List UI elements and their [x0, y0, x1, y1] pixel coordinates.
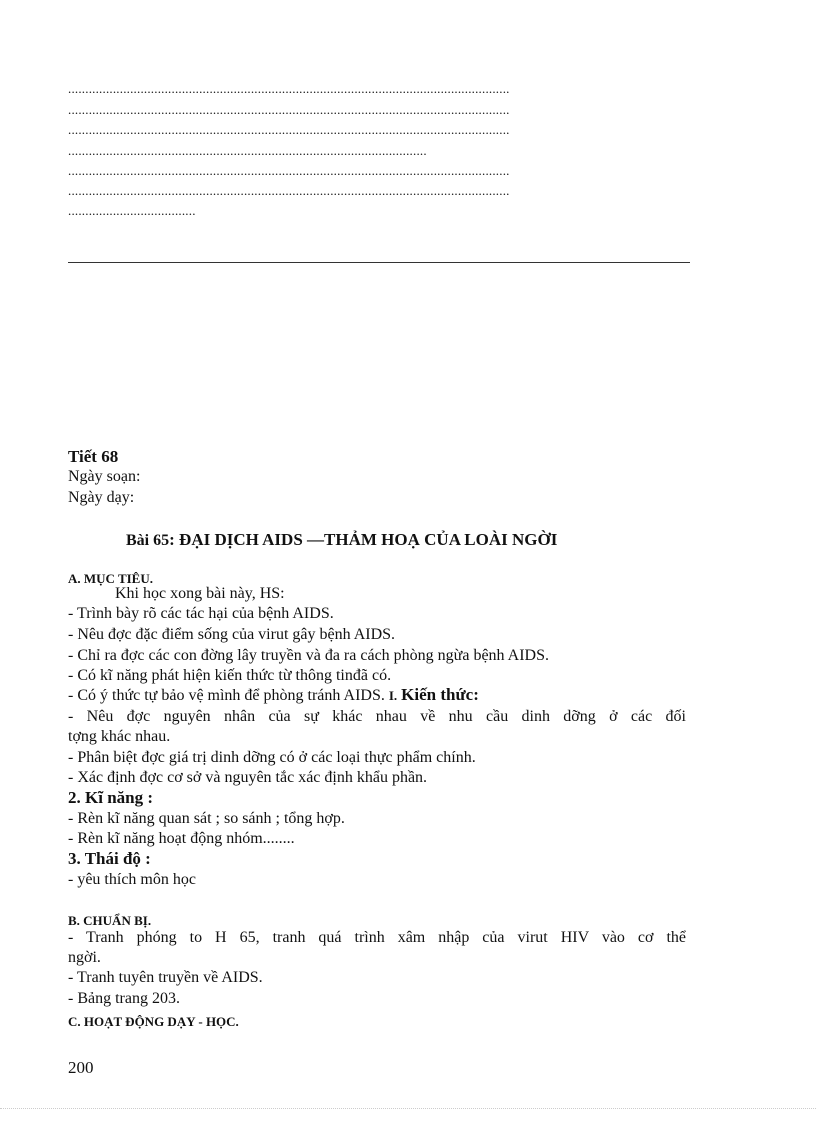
objective-item [68, 685, 479, 706]
attitude-heading: 3. Thái độ : [68, 849, 151, 868]
objective-item-text: - Có ý thức tự bảo vệ mình để phòng tránh AIDS. [68, 687, 385, 704]
preparation-item: - Tranh tuyên truyền về AIDS. [68, 969, 263, 986]
attitude-item: - yêu thích môn học [68, 871, 196, 888]
blank-line: ................................................................................................................................ [68, 123, 510, 137]
horizontal-divider [68, 262, 690, 263]
blank-line: ..................................... [68, 204, 196, 218]
blank-line: ................................................................................................................................ [68, 82, 510, 96]
objective-item: - Chỉ ra đợc các con đờng lây truyền và đa ra cách phòng ngừa bệnh AIDS. [68, 647, 549, 664]
lesson-number: Bài 65 [126, 532, 170, 549]
objective-item: - Nêu đợc đặc điểm sống của virut gây bệnh AIDS. [68, 626, 396, 643]
objective-item: - Trình bày rõ các tác hại của bệnh AIDS. [68, 605, 334, 622]
skills-item: - Rèn kĩ năng quan sát ; so sánh ; tổng hợp. [68, 810, 345, 827]
blank-line: ................................................................................................................................ [68, 184, 510, 198]
lesson-title-text: : ĐẠI DỊCH AIDS —THẢM HOẠ CỦA LOÀI NGỜI [169, 530, 558, 549]
preparation-item: - Bảng trang 203. [68, 990, 180, 1007]
knowledge-heading-num: I. [388, 688, 398, 703]
period-label: Tiết 68 [68, 447, 119, 466]
skills-item: - Rèn kĩ năng hoạt động nhóm........ [68, 830, 295, 847]
activities-heading: C. HOẠT ĐỘNG DẠY - HỌC. [68, 1014, 239, 1029]
lesson-title [126, 530, 557, 550]
blank-line: ................................................................................................................................ [68, 103, 510, 117]
objective-item: - Có kĩ năng phát hiện kiến thức từ thông tinđã có. [68, 667, 392, 684]
date-prepared-label: Ngày soạn: [68, 468, 141, 485]
date-taught-label: Ngày dạy: [68, 489, 135, 506]
knowledge-heading: Kiến thức: [401, 685, 479, 704]
blank-line: ................................................................................................................................ [68, 164, 510, 178]
blank-line: ........................................................................................................ [68, 144, 427, 158]
preparation-heading: B. CHUẨN BỊ. [68, 913, 152, 928]
skills-heading: 2. Kĩ năng : [68, 788, 154, 807]
knowledge-item: - Xác định đợc cơ sở và nguyên tắc xác định khẩu phần. [68, 769, 428, 786]
knowledge-item: - Phân biệt đợc giá trị dinh dỡng có ở các loại thực phẩm chính. [68, 749, 476, 766]
preparation-item: ngời. [68, 949, 101, 966]
objectives-heading: A. MỤC TIÊU. [68, 571, 153, 586]
preparation-item: - Tranh phóng to H 65, tranh quá trình xâm nhập của virut HIV vào cơ thể [68, 929, 686, 946]
page-number: 200 [68, 1058, 94, 1077]
knowledge-item: - Nêu đợc nguyên nhân của sự khác nhau về nhu cầu dinh dỡng ở các đối [68, 708, 686, 725]
knowledge-item: tợng khác nhau. [68, 728, 171, 745]
footer-divider [0, 1108, 816, 1109]
objectives-intro: Khi học xong bài này, HS: [115, 585, 285, 602]
